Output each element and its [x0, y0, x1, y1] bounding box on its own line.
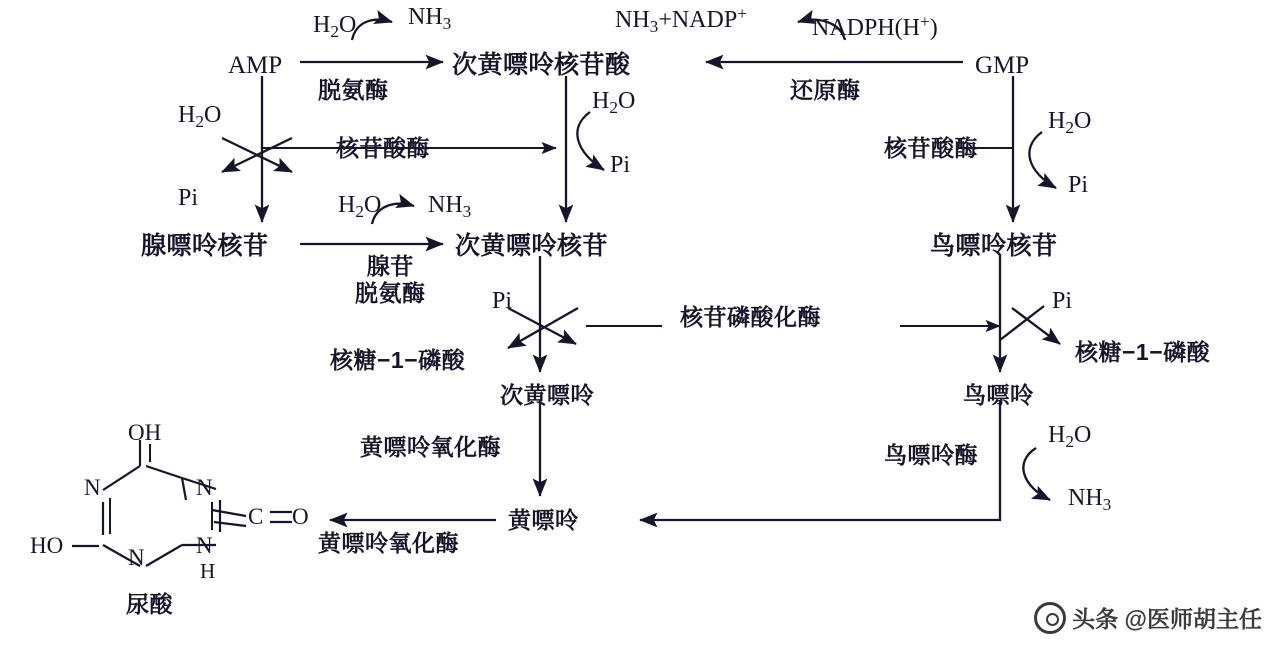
- cofactor-h2o-guanine-deaminase: $H_2O$: [1048, 422, 1092, 452]
- enzyme-nucleoside-phosphorylase: 核苷磷酸化酶: [680, 304, 821, 330]
- cofactor-ribose-1-phosphate-right: 核糖−1−磷酸: [1075, 339, 1211, 365]
- cofactor-pi-inosine: Pi: [492, 288, 513, 314]
- node-guanosine: 鸟嘌呤核苷: [930, 232, 1058, 260]
- cofactor-nadph: NADPH(H+): [812, 12, 938, 41]
- enzyme-gmp-reductase: 还原酶: [790, 77, 861, 103]
- structure-label-ho-left: HO: [30, 533, 64, 558]
- cofactor-pi-guanosine: Pi: [1052, 288, 1073, 314]
- node-guanine: 鸟嘌呤: [963, 382, 1034, 408]
- cofactor-h2o-nucleotidase-left: $H_2O$: [178, 102, 222, 132]
- node-imp: 次黄嘌呤核苷酸: [452, 51, 631, 79]
- enzyme-nucleotidase-left: 核苷酸酶: [336, 135, 430, 161]
- cofactor-nh3-guanine-deaminase: $NH_3$: [1068, 485, 1112, 515]
- enzyme-nucleotidase-right: 核苷酸酶: [884, 135, 978, 161]
- cofactor-h2o-amp-deaminase: $H_2O$: [313, 12, 357, 42]
- cofactor-pi-nucleotidase-left: Pi: [178, 185, 199, 211]
- cofactor-nh3-amp-deaminase: $NH_3$: [408, 4, 452, 34]
- structure-label-n-left-top: N: [84, 475, 101, 500]
- enzyme-adenosine-deaminase: [355, 253, 426, 307]
- enzyme-amp-deaminase: 脱氨酶: [318, 77, 389, 103]
- structure-label-n-ring-bottom: N: [196, 533, 213, 558]
- node-xanthine: 黄嘌呤: [508, 507, 579, 533]
- cofactor-ribose-1-phosphate-left: 核糖−1−磷酸: [330, 347, 466, 373]
- structure-label-n-left-bottom: N: [128, 545, 145, 570]
- enzyme-guanine-deaminase: 鸟嘌呤酶: [884, 442, 978, 468]
- enzyme-adenosine-deaminase-line1: 腺苷: [366, 253, 414, 279]
- structure-label-o-carbonyl: O: [292, 504, 309, 529]
- enzyme-xanthine-oxidase-lower: 黄嘌呤氧化酶: [318, 530, 459, 556]
- enzyme-xanthine-oxidase-upper: 黄嘌呤氧化酶: [360, 434, 501, 460]
- structure-label-c-carbonyl: C: [248, 504, 264, 529]
- node-amp: AMP: [228, 52, 283, 79]
- watermark: [1034, 601, 1262, 634]
- node-inosine: 次黄嘌呤核苷: [455, 232, 609, 260]
- node-gmp: GMP: [975, 52, 1030, 79]
- cofactor-pi-nucleotidase-right: Pi: [1068, 172, 1089, 198]
- structure-label-n-ring-top: N: [196, 475, 213, 500]
- structure-label-h-ring: H: [200, 559, 216, 583]
- toutiao-icon: [1034, 602, 1066, 634]
- cofactor-h2o-imp: $H_2O$: [592, 88, 636, 118]
- node-uric-acid: 尿酸: [126, 591, 173, 617]
- cofactor-nh3-adenosine-deaminase: $NH_3$: [428, 192, 472, 222]
- node-hypoxanthine: 次黄嘌呤: [500, 382, 594, 408]
- cofactor-nh3-nadp: $NH_3+NADP^+$: [615, 4, 747, 36]
- structure-label-oh-top: OH: [128, 420, 162, 445]
- cofactor-pi-imp: Pi: [610, 152, 631, 178]
- enzyme-adenosine-deaminase-line2: 脱氨酶: [355, 280, 426, 307]
- watermark-label: 头条 @医师胡主任: [1072, 606, 1262, 632]
- cofactor-h2o-nucleotidase-right: $H_2O$: [1048, 108, 1092, 138]
- node-adenosine: 腺嘌呤核苷: [141, 232, 269, 260]
- cofactor-h2o-adenosine-deaminase: $H_2O$: [338, 192, 382, 222]
